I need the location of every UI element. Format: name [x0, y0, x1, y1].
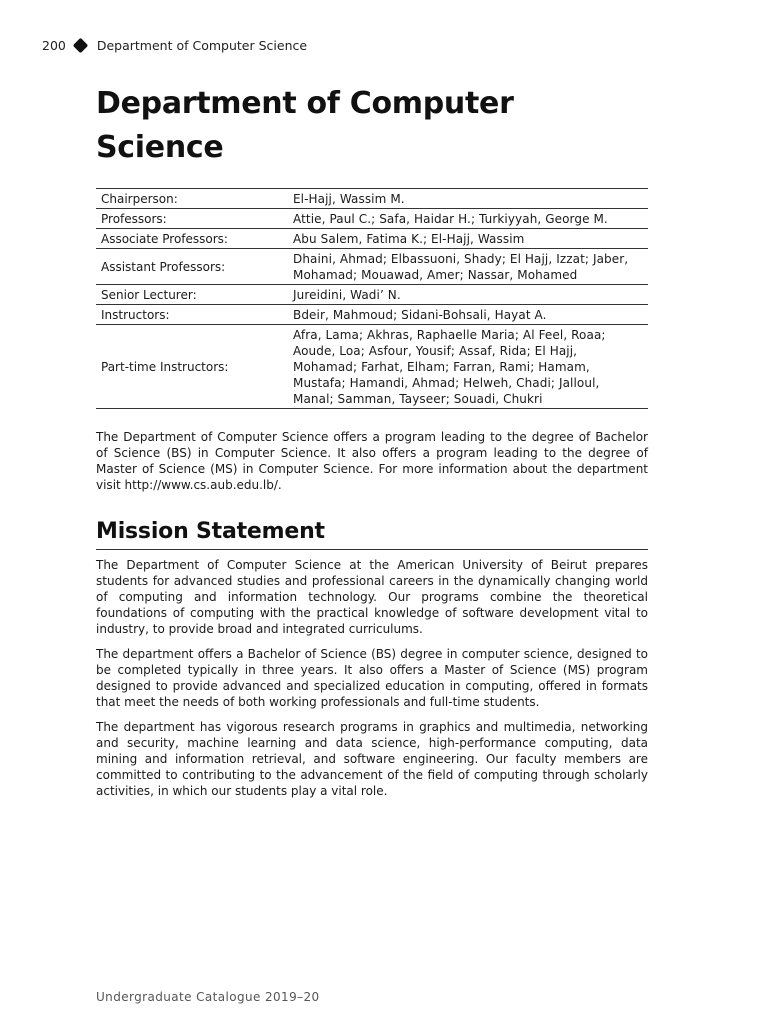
table-row	[96, 305, 648, 325]
faculty-names: Attie, Paul C.; Safa, Haidar H.; Turkiyyah, George M.	[288, 209, 648, 229]
page-number: 200	[42, 37, 66, 53]
page-content	[96, 82, 648, 799]
page-title: Department of Computer Science	[96, 86, 514, 165]
mission-paragraph: The department offers a Bachelor of Science (BS) degree in computer science, designed to be completed typically in three years. It also offers a Master of Science (MS) program designed to provide advanced and specialized education in computing, offered in formats that meet the needs of both working professionals and full-time students.	[96, 647, 648, 709]
faculty-table	[96, 188, 648, 409]
faculty-role: Associate Professors:	[96, 229, 288, 249]
faculty-role: Instructors:	[96, 305, 288, 325]
faculty-names: Abu Salem, Fatima K.; El-Hajj, Wassim	[288, 229, 648, 249]
running-head-title: Department of Computer Science	[96, 37, 308, 53]
faculty-role: Chairperson:	[96, 189, 288, 209]
running-head	[42, 36, 307, 54]
table-row	[96, 229, 648, 249]
table-row	[96, 325, 648, 409]
mission-heading: Mission Statement	[96, 517, 648, 550]
table-row	[96, 249, 648, 285]
faculty-names: El-Hajj, Wassim M.	[288, 189, 648, 209]
faculty-names: Jureidini, Wadi’ N.	[288, 285, 648, 305]
faculty-names: Dhaini, Ahmad; Elbassuoni, Shady; El Hajj, Izzat; Jaber, Mohamad; Mouawad, Amer; Nassar, Mohamed	[288, 249, 648, 285]
faculty-role: Assistant Professors:	[96, 249, 288, 285]
intro-paragraph: The Department of Computer Science offers a program leading to the degree of Bachelor of Science (BS) in Computer Science. It also offers a program leading to the degree of Master of Science (MS) in Computer Science. For more information about the department visit http://www.cs.aub.edu.lb/.	[96, 430, 648, 492]
table-row	[96, 285, 648, 305]
faculty-names: Bdeir, Mahmoud; Sidani-Bohsali, Hayat A.	[288, 305, 648, 325]
mission-paragraph: The Department of Computer Science at the American University of Beirut prepares students for advanced studies and professional careers in the dynamically changing world of computing and information technology. Our programs combine the theoretical foundations of computing with the practical knowledge of software development vital to industry, to provide broad and integrated curriculums.	[96, 558, 648, 636]
faculty-names: Afra, Lama; Akhras, Raphaelle Maria; Al Feel, Roaa; Aoude, Loa; Asfour, Yousif; Assaf, Rida; El Hajj, Mohamad; Farhat, Elham; Farran, Rami; Hamam, Mustafa; Hamandi, Ahmad; Helweh, Chadi; Jalloul, Manal; Samman, Tayseer; Souadi, Chukri	[288, 325, 648, 409]
faculty-role: Part-time Instructors:	[96, 325, 288, 409]
table-row	[96, 189, 648, 209]
faculty-role: Senior Lecturer:	[96, 285, 288, 305]
mission-paragraph: The department has vigorous research programs in graphics and multimedia, networking and security, machine learning and data science, high-performance computing, data mining and information retrieval, and software engineering. Our faculty members are committed to contributing to the advancement of the field of computing through scholarly activities, in which our students play a vital role.	[96, 720, 648, 798]
table-row	[96, 209, 648, 229]
diamond-icon	[73, 37, 89, 53]
faculty-role: Professors:	[96, 209, 288, 229]
footer-catalogue-title: Undergraduate Catalogue 2019–20	[96, 990, 320, 1004]
